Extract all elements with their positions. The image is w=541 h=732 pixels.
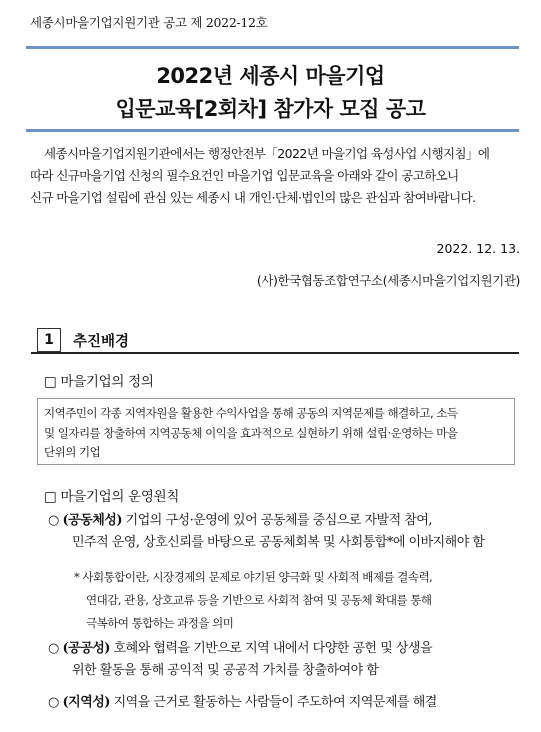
- principle-text: 지역을 근거로 활동하는 사람들이 주도하여 지역문제를 해결: [109, 695, 437, 710]
- definition-line: 단위의 기업: [44, 445, 101, 459]
- footnote-line: 연대감, 관용, 상호교류 등을 기반으로 사회적 참여 및 공동체 확대를 통해: [86, 593, 432, 607]
- title-top-rule: [26, 46, 519, 49]
- principle-public: [48, 638, 520, 682]
- definition-box: [37, 398, 515, 465]
- footnote-line: * 사회통합이란, 시장경제의 문제로 야기된 양극화 및 사회적 배제를 결속력,: [74, 570, 433, 584]
- notice-number: 세종시마을기업지원기관 공고 제 2022-12호: [30, 15, 268, 30]
- page-title-line2: 입문교육[2회차] 참가자 모집 공고: [115, 97, 426, 121]
- principles-heading: □ 마을기업의 운영원칙: [44, 489, 180, 505]
- page-title-line1: 2022년 세종시 마을기업: [156, 64, 385, 88]
- principle-label: (공동체성): [62, 513, 123, 528]
- announcement-date: 2022. 12. 13.: [436, 241, 520, 256]
- intro-paragraph: [30, 143, 520, 209]
- definition-line: 및 일자리를 창출하여 지역공동체 이익을 효과적으로 실현하기 위해 설립·운영하는 마을: [44, 425, 458, 440]
- footnote: [74, 566, 520, 635]
- principle-line: 민주적 운영, 상호신뢰를 바탕으로 공동체회복 및 사회통합*에 이바지해야 함: [72, 535, 485, 550]
- principle-community: [48, 510, 520, 554]
- principle-line: [48, 638, 520, 660]
- definition-heading: □ 마을기업의 정의: [44, 374, 154, 390]
- circle-bullet-icon: ○: [48, 641, 59, 656]
- title-bottom-rule: [26, 129, 519, 132]
- principle-line: [48, 692, 520, 714]
- circle-bullet-icon: ○: [48, 513, 59, 528]
- intro-line: 따라 신규마을기업 신청의 필수요건인 마을기업 입문교육을 아래와 같이 공고하오니: [30, 168, 459, 183]
- footnote-line: 극복하여 통합하는 과정을 의미: [86, 616, 234, 630]
- principle-line: [48, 510, 520, 532]
- intro-line: 세종시마을기업지원기관에서는 행정안전부「2022년 마을기업 육성사업 시행지침」에: [44, 146, 490, 161]
- organization-name: (사)한국협동조합연구소(세종시마을기업지원기관): [256, 273, 520, 288]
- principle-label: (지역성): [62, 695, 110, 710]
- principle-text: 호혜와 협력을 기반으로 지역 내에서 다양한 공헌 및 상생을: [109, 641, 433, 656]
- principle-local: [48, 692, 520, 714]
- section-title: 추진배경: [73, 334, 130, 350]
- section-number: 1: [37, 328, 61, 352]
- circle-bullet-icon: ○: [48, 695, 59, 710]
- principle-line: 위한 활동을 통해 공익적 및 공공적 가치를 창출하여야 함: [72, 663, 379, 678]
- principle-label: (공공성): [62, 641, 110, 656]
- definition-line: 지역주민이 각종 지역자원을 활용한 수익사업을 통해 공동의 지역문제를 해결하고, 소득: [44, 406, 458, 420]
- section-rule: [31, 352, 519, 354]
- section-header: [31, 328, 519, 350]
- principle-text: 기업의 구성·운영에 있어 공동체를 중심으로 자발적 참여,: [122, 513, 433, 528]
- intro-line: 신규 마을기업 설립에 관심 있는 세종시 내 개인·단체·법인의 많은 관심과 참여바랍니다.: [30, 190, 476, 205]
